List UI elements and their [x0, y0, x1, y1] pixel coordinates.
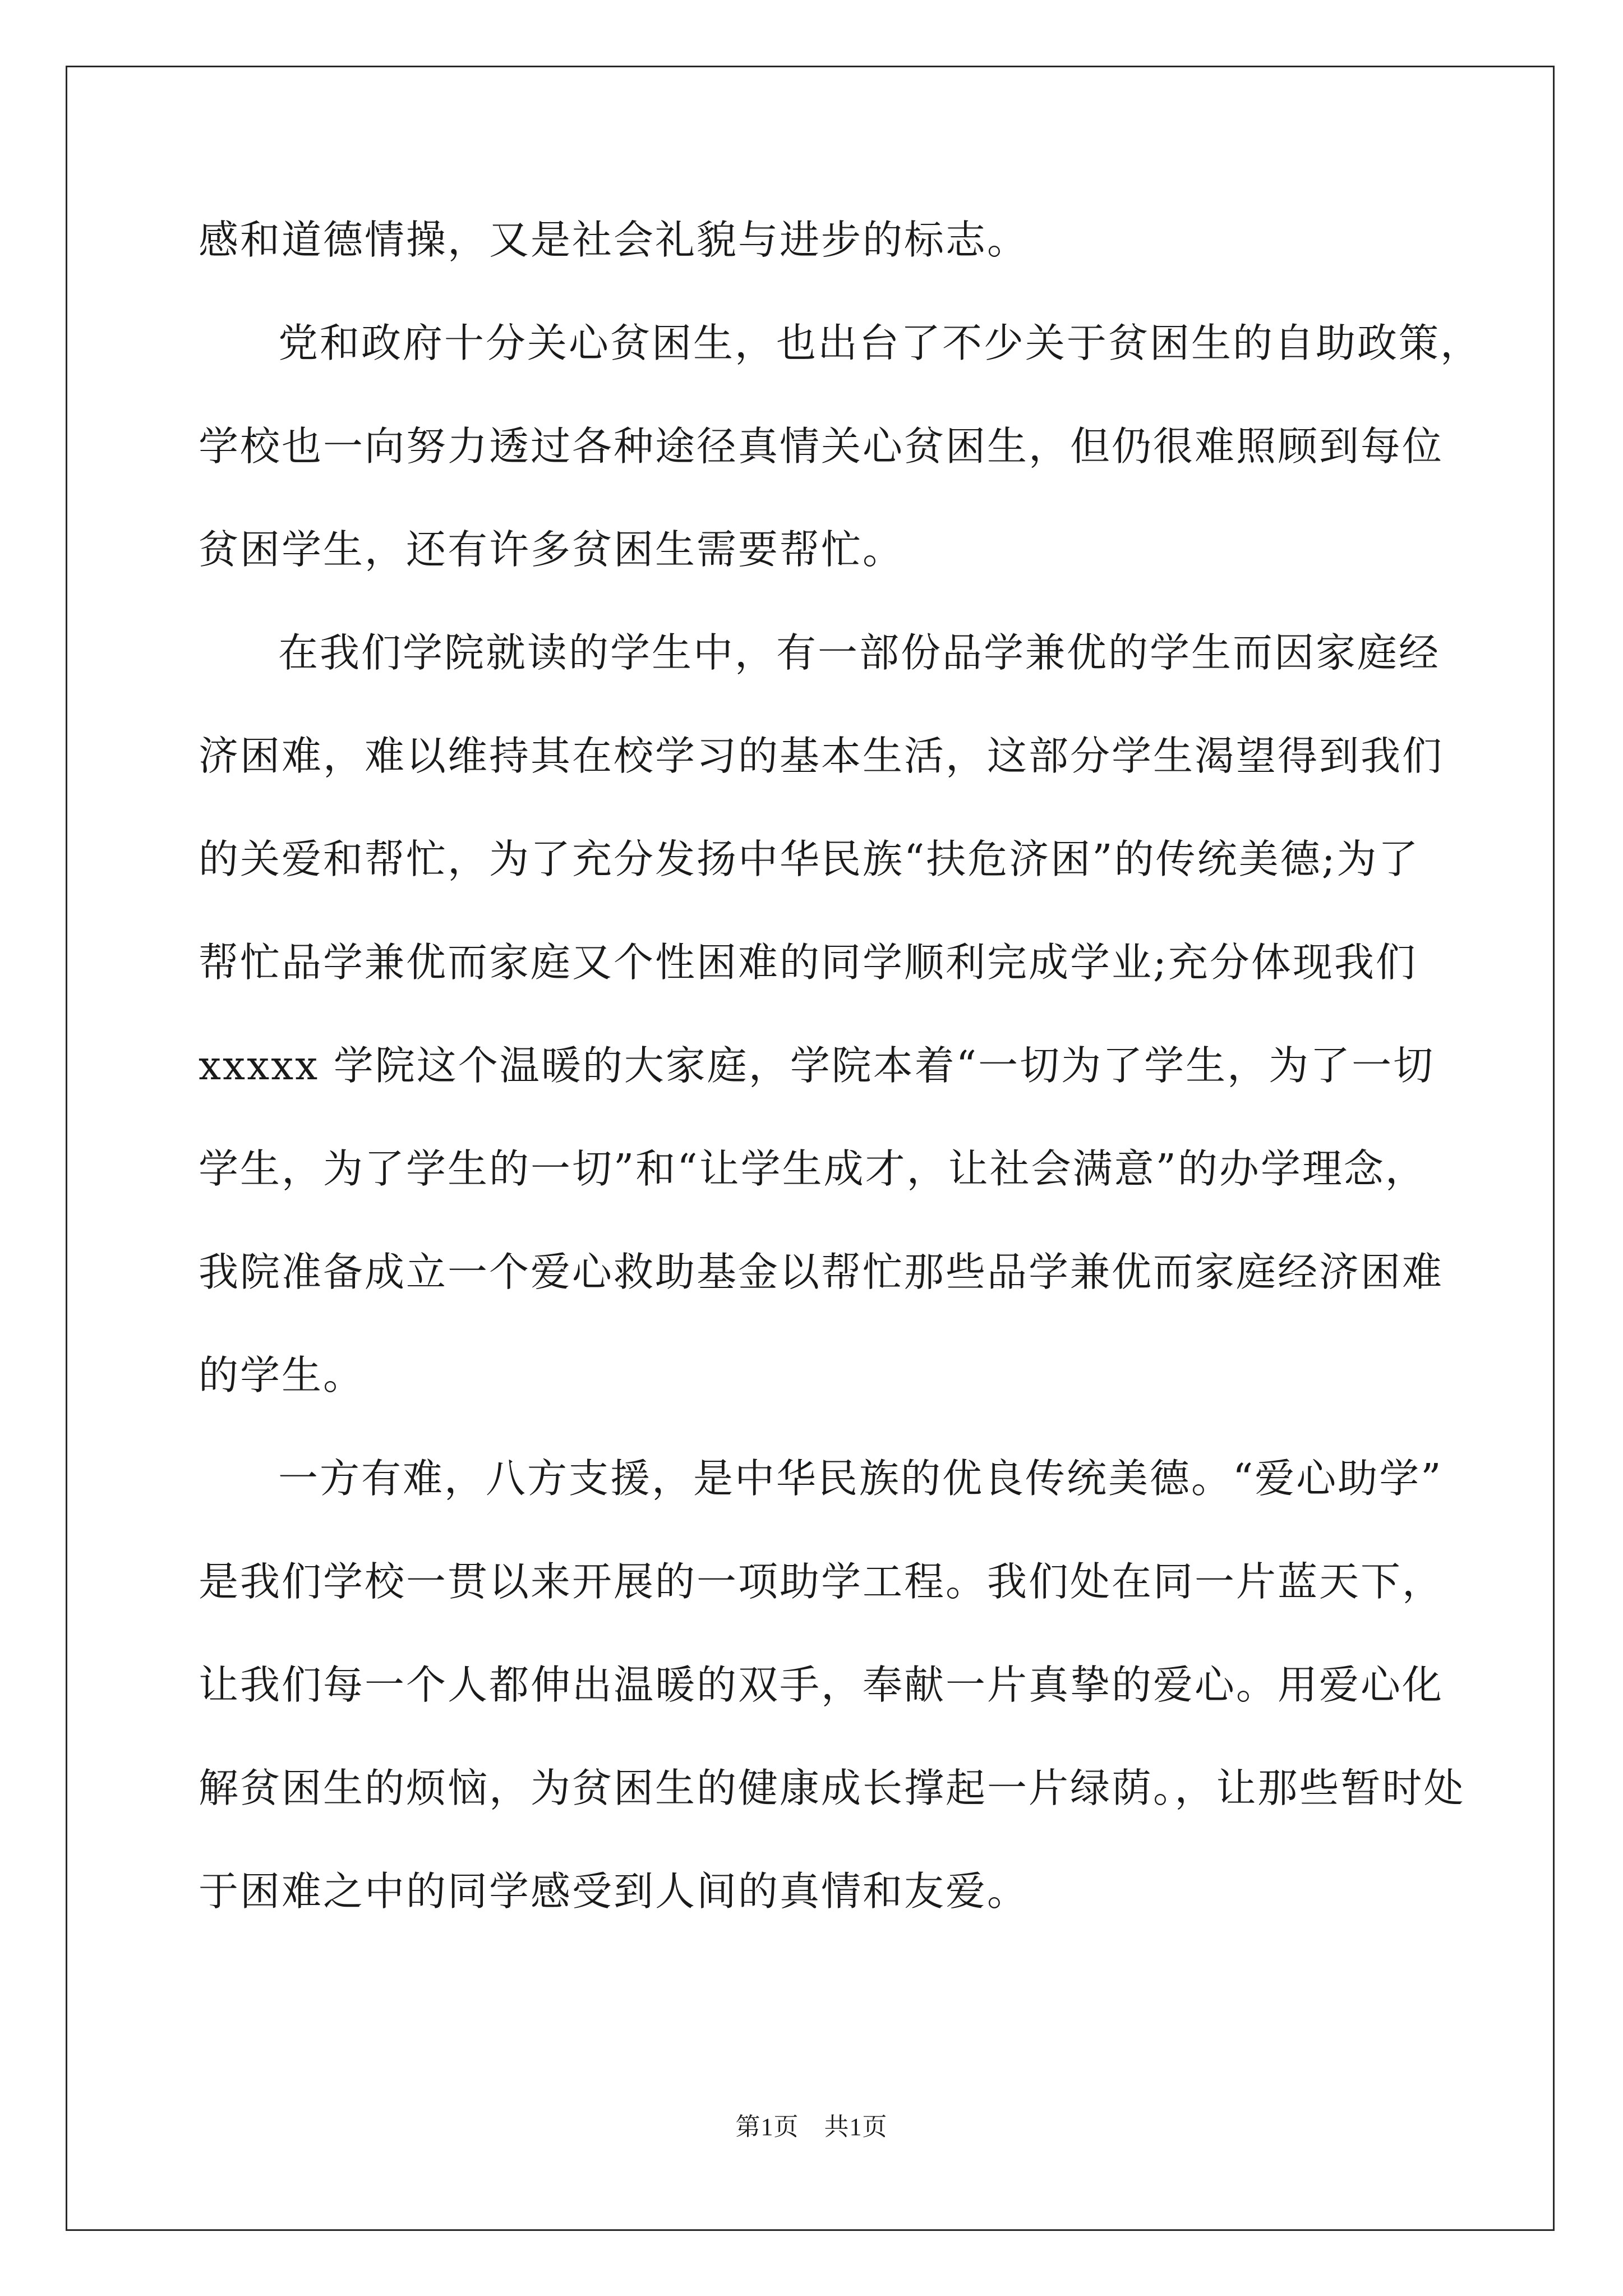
text-line: 的学生。 — [199, 1352, 365, 1398]
text-line: 学生，为了学生的一切”和“让学生成才，让社会满意”的办学理念， — [199, 1145, 1427, 1192]
text-line: 于困难之中的同学感受到人间的真情和友爱。 — [199, 1868, 1029, 1915]
document-body — [199, 188, 1482, 1943]
text-line: 解贫困生的烦恼，为贫困生的健康成长撑起一片绿荫。，让那些暂时处 — [199, 1765, 1465, 1811]
text-line: 的关爱和帮忙，为了充分发扬中华民族“扶危济困”的传统美德;为了 — [199, 836, 1420, 882]
text-line: 帮忙品学兼优而家庭又个性困难的同学顺利完成学业;充分体现我们 — [199, 939, 1417, 986]
text-line: 是我们学校一贯以来开展的一项助学工程。我们处在同一片蓝天下， — [199, 1558, 1444, 1605]
text-line: 党和政府十分关心贫困生，也出台了不少关于贫困生的自助政策， — [278, 320, 1482, 366]
text-line: 让我们每一个人都伸出温暖的双手，奉献一片真挚的爱心。用爱心化 — [199, 1662, 1444, 1708]
text-line: 我院准备成立一个爱心救助基金以帮忙那些品学兼优而家庭经济困难 — [199, 1249, 1444, 1295]
text-line: 在我们学院就读的学生中，有一部份品学兼优的学生而因家庭经 — [278, 629, 1441, 676]
page-number-footer: 第1页 共1页 — [735, 2113, 888, 2141]
text-line: 贫困学生，还有许多贫困生需要帮忙。 — [199, 526, 905, 573]
text-line: 感和道德情操，又是社会礼貌与进步的标志。 — [199, 217, 1029, 263]
text-line: 一方有难，八方支援，是中华民族的优良传统美德。“爱心助学” — [278, 1455, 1443, 1502]
text-line: xxxxx 学院这个温暖的大家庭，学院本着“一切为了学生，为了一切 — [199, 1042, 1435, 1089]
text-line: 济困难，难以维持其在校学习的基本生活，这部分学生渴望得到我们 — [199, 733, 1444, 779]
text-line: 学校也一向努力透过各种途径真情关心贫困生，但仍很难照顾到每位 — [199, 423, 1444, 470]
